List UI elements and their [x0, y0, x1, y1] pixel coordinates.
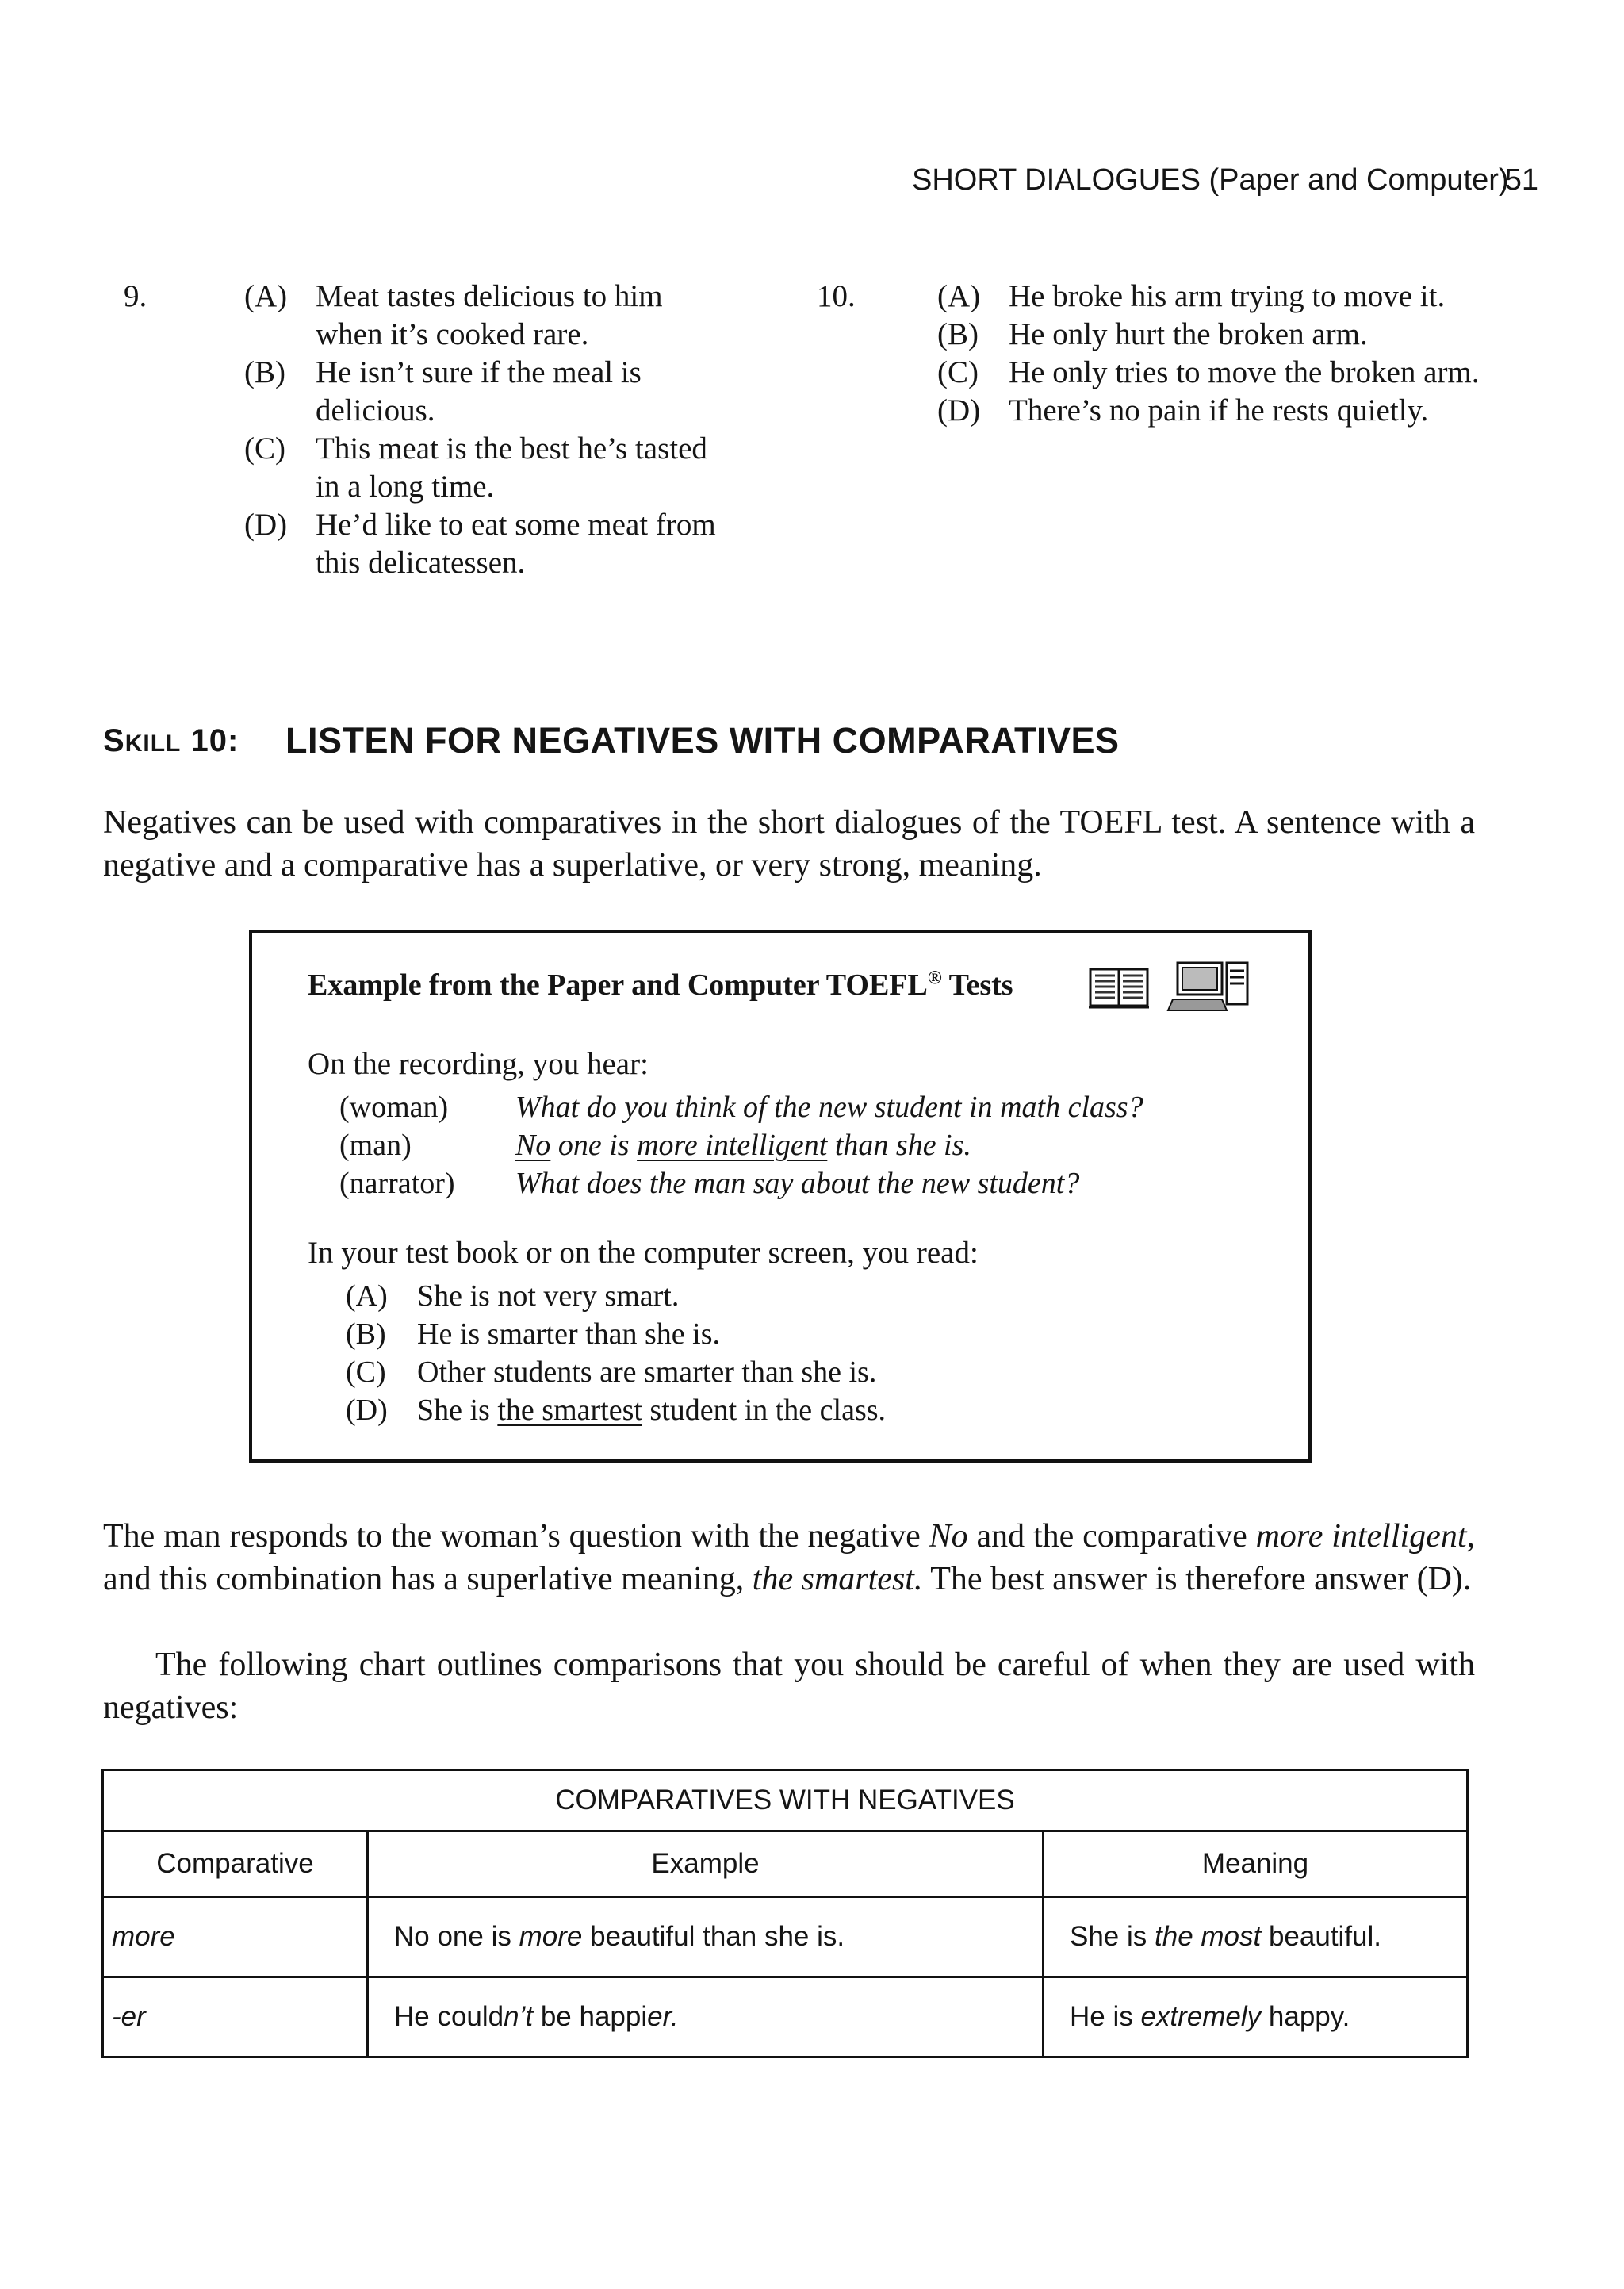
- explanation-text: and this combination has a superlative meaning,: [103, 1561, 753, 1597]
- speaker-label: (narrator): [339, 1167, 455, 1200]
- question-10: [817, 278, 1546, 430]
- example-heading-end: Tests: [941, 968, 1013, 1002]
- comparative-cell: more: [103, 1897, 368, 1977]
- option-letter: (A): [244, 279, 288, 313]
- cell-emphasis: er.: [647, 2001, 679, 2032]
- option-letter: (C): [244, 431, 285, 466]
- option-letter: (B): [244, 355, 285, 389]
- meaning-cell: [1044, 1897, 1468, 1977]
- option-letter: (D): [346, 1394, 388, 1427]
- spoken-text: than she is.: [827, 1129, 971, 1162]
- speaker-label: (man): [339, 1129, 412, 1162]
- question-number: 9.: [124, 279, 147, 313]
- column-header: Example: [368, 1831, 1044, 1897]
- explanation-emphasis: the smartest.: [752, 1561, 923, 1597]
- computer-icon: [1160, 961, 1251, 1012]
- skill-label-smallcaps: KILL: [124, 730, 182, 757]
- table-row: [103, 1897, 1468, 1977]
- cell-text: beautiful.: [1261, 1921, 1382, 1952]
- cell-text: No one is: [394, 1921, 519, 1952]
- question-number: 10.: [817, 279, 856, 313]
- option-text: He only hurt the broken arm.: [1009, 317, 1368, 351]
- spoken-text: What does the man say about the new student?: [515, 1167, 1080, 1200]
- option-letter: (A): [937, 279, 981, 313]
- chart-intro-paragraph: [103, 1643, 1475, 1729]
- skill-number: 10:: [181, 723, 239, 758]
- cell-emphasis: more: [519, 1921, 583, 1952]
- cell-text: He could: [394, 2001, 504, 2032]
- comparatives-table: [102, 1769, 1469, 2058]
- explanation-text: The man responds to the woman’s question with the negative: [103, 1518, 929, 1555]
- option-text: He is smarter than she is.: [417, 1317, 721, 1351]
- answer-option: [124, 354, 726, 430]
- answer-option: [817, 316, 1546, 354]
- skill-label-initial: S: [103, 723, 125, 758]
- option-text: He broke his arm trying to move it.: [1009, 279, 1446, 313]
- table-caption-row: [103, 1770, 1468, 1831]
- comparative-phrase: more intelligent: [637, 1129, 828, 1162]
- explanation-text: The best answer is therefore answer (D).: [922, 1561, 1472, 1597]
- example-answer: [346, 1355, 876, 1390]
- cell-emphasis: extremely: [1140, 2001, 1262, 2032]
- example-answer: [346, 1279, 679, 1313]
- option-letter: (D): [937, 393, 981, 428]
- option-letter: (B): [937, 317, 979, 351]
- read-label: In your test book or on the computer screen, you read:: [308, 1236, 979, 1270]
- skill-heading: [103, 720, 1120, 761]
- dialogue-line: [339, 1090, 1143, 1125]
- column-header: Meaning: [1044, 1831, 1468, 1897]
- cell-text: happy.: [1261, 2001, 1350, 2032]
- explanation-text: and the comparative: [967, 1518, 1256, 1555]
- dialogue-line: [339, 1128, 971, 1163]
- negative-word: No: [515, 1129, 551, 1162]
- answer-option: [817, 278, 1546, 316]
- dialogue-line: [339, 1166, 1079, 1201]
- cell-text: He is: [1070, 2001, 1141, 2032]
- answer-option: [817, 354, 1546, 392]
- table-row: [103, 1977, 1468, 2057]
- option-text: He only tries to move the broken arm.: [1009, 355, 1480, 389]
- example-cell: [368, 1897, 1044, 1977]
- answer-option: [124, 430, 726, 506]
- explanation-paragraph: [103, 1515, 1475, 1601]
- comparative-cell: -er: [103, 1977, 368, 2057]
- column-header: Comparative: [103, 1831, 368, 1897]
- option-letter: (A): [346, 1279, 388, 1313]
- option-text: There’s no pain if he rests quietly.: [1009, 393, 1429, 428]
- cell-text: be happi: [533, 2001, 648, 2032]
- option-text: He isn’t sure if the meal is delicious.: [316, 355, 642, 428]
- running-header-title: SHORT DIALOGUES (Paper and Computer): [912, 163, 1509, 197]
- example-cell: [368, 1977, 1044, 2057]
- option-text: She is: [417, 1394, 498, 1427]
- example-heading-text: Example from the Paper and Computer TOEFL: [308, 968, 928, 1002]
- example-box: [249, 930, 1312, 1463]
- hear-label: On the recording, you hear:: [308, 1047, 649, 1081]
- option-letter: (B): [346, 1317, 386, 1351]
- spoken-text: one is: [550, 1129, 638, 1162]
- speaker-label: (woman): [339, 1091, 449, 1124]
- page-number: 51: [1504, 163, 1538, 197]
- example-answer-correct: [346, 1393, 886, 1428]
- option-text: This meat is the best he’s tasted in a long time.: [316, 431, 707, 504]
- answer-option: [817, 392, 1546, 430]
- answer-option: [124, 506, 726, 582]
- cell-emphasis: the most: [1155, 1921, 1262, 1952]
- option-text: Other students are smarter than she is.: [417, 1355, 877, 1389]
- cell-emphasis: n’t: [504, 2001, 534, 2032]
- option-text: Meat tastes delicious to him when it’s cooked rare.: [316, 279, 663, 351]
- example-answer: [346, 1317, 720, 1352]
- explanation-emphasis: No: [929, 1518, 968, 1555]
- meaning-cell: [1044, 1977, 1468, 2057]
- explanation-emphasis: more intelligent,: [1255, 1518, 1475, 1555]
- option-letter: (D): [244, 508, 288, 542]
- chart-intro-text: The following chart outlines comparisons that you should be careful of when they are used with negatives:: [103, 1647, 1475, 1726]
- cell-text: beautiful than she is.: [582, 1921, 845, 1952]
- superlative-phrase: the smartest: [497, 1394, 642, 1427]
- table-caption: COMPARATIVES WITH NEGATIVES: [103, 1770, 1468, 1831]
- option-text: He’d like to eat some meat from this delicatessen.: [316, 508, 716, 580]
- skill-label: [103, 723, 239, 758]
- option-text: student in the class.: [642, 1394, 887, 1427]
- option-text: She is not very smart.: [417, 1279, 680, 1313]
- skill-title: LISTEN FOR NEGATIVES WITH COMPARATIVES: [285, 720, 1120, 761]
- option-letter: (C): [346, 1355, 386, 1389]
- option-letter: (C): [937, 355, 979, 389]
- book-icon: [1089, 968, 1149, 1009]
- question-9: [124, 278, 726, 582]
- example-heading: [308, 968, 1013, 1003]
- intro-paragraph: Negatives can be used with comparatives in the short dialogues of the TOEFL test. A sentence with a negative and a comparative has a superlative, or very strong, meaning.: [103, 804, 1475, 884]
- cell-text: She is: [1070, 1921, 1155, 1952]
- registered-mark: ®: [927, 968, 942, 989]
- table-header-row: [103, 1831, 1468, 1897]
- spoken-text: What do you think of the new student in math class?: [515, 1091, 1143, 1124]
- answer-option: [124, 278, 726, 354]
